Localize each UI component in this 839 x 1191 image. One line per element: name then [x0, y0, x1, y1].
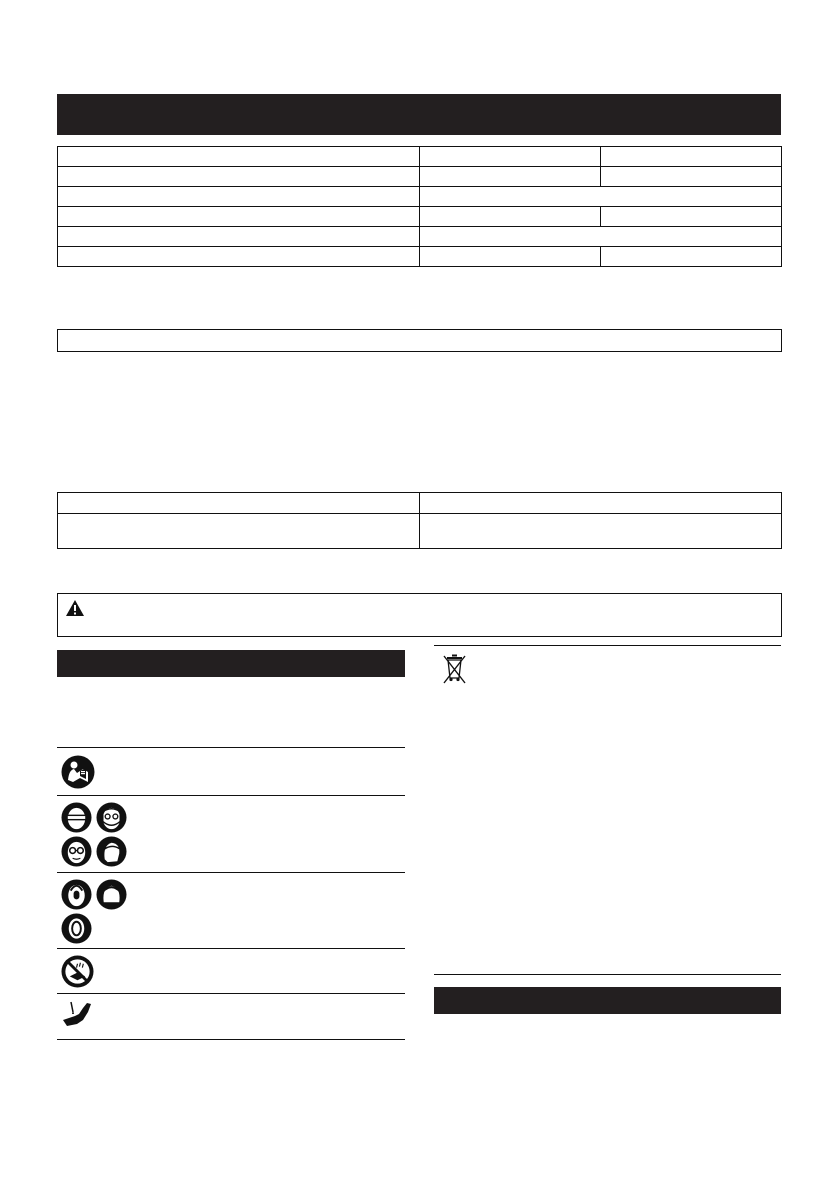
table-cell [420, 167, 601, 187]
symbol-row-eye-protection [57, 796, 405, 872]
symbol-row-ear-protection [57, 873, 405, 948]
table-row [58, 167, 782, 187]
safety-goggles-icon [61, 802, 92, 833]
table-cell [58, 167, 420, 187]
table-cell [420, 207, 601, 227]
right-section-header [434, 987, 781, 1014]
two-column-table [57, 492, 782, 549]
info-box [57, 329, 782, 352]
table-cell [601, 147, 782, 167]
table-cell [420, 247, 601, 267]
divider [434, 645, 781, 646]
table-row [58, 147, 782, 167]
ear-plug-icon [61, 913, 92, 944]
crossed-out-wheelie-bin-icon [441, 652, 468, 685]
table-cell [601, 167, 782, 187]
read-manual-icon [61, 755, 95, 789]
warning-box [57, 593, 782, 637]
divider [57, 1039, 405, 1040]
table-row [58, 187, 782, 207]
symbol-row-no-water [57, 949, 405, 993]
table-cell [601, 207, 782, 227]
warning-triangle-icon [65, 599, 85, 617]
helmet-icon [96, 836, 127, 867]
table-cell [420, 147, 601, 167]
divider [434, 974, 781, 975]
title-bar [57, 94, 781, 135]
table-cell [601, 247, 782, 267]
ear-muffs-icon [61, 879, 92, 910]
symbol-row-cut-hazard [57, 994, 405, 1039]
table-row [58, 227, 782, 247]
table-cell [58, 247, 420, 267]
left-section-header [57, 650, 405, 677]
table-cell [420, 227, 782, 247]
no-water-icon [61, 955, 94, 988]
table-cell [420, 493, 782, 514]
symbol-row-read-manual [57, 748, 405, 795]
ear-protector-icon [96, 879, 127, 910]
safety-glasses-icon [61, 836, 92, 867]
table-cell [58, 187, 420, 207]
table-row [58, 514, 782, 549]
table-row [58, 247, 782, 267]
table-cell [58, 227, 420, 247]
table-cell [58, 207, 420, 227]
face-shield-icon [96, 802, 127, 833]
specifications-table [57, 146, 782, 267]
table-row [58, 493, 782, 514]
table-cell [58, 147, 420, 167]
table-cell [420, 187, 782, 207]
table-cell [58, 493, 420, 514]
table-cell [58, 514, 420, 549]
page-title [57, 94, 781, 118]
table-cell [420, 514, 782, 549]
table-row [58, 207, 782, 227]
cut-hazard-icon [61, 1000, 95, 1032]
